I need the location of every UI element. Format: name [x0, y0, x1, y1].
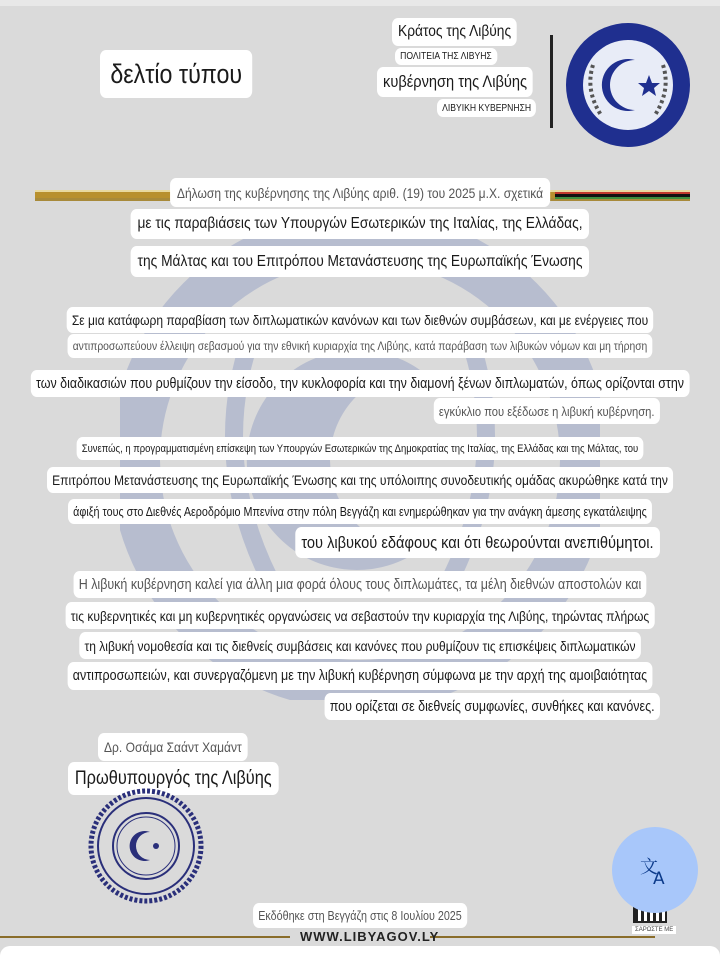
footer-line: [0, 936, 290, 938]
official-seal-icon: [88, 788, 204, 904]
government-name: κυβέρνηση της Λιβύης: [377, 67, 533, 97]
signatory-title: Πρωθυπουργός της Λιβύης: [68, 762, 279, 795]
paragraph-line: τη λιβυκή νομοθεσία και τις διεθνείς συμβάσεις και κανόνες που ρυθμίζουν τις επισκέψεις διπλωματικών: [79, 632, 640, 659]
qr-label: ΣΑΡΩΣΤΕ ΜΕ: [632, 926, 676, 934]
bottom-sheet: [0, 946, 720, 966]
paragraph-line: Σε μια κατάφωρη παραβίαση των διπλωματικών κανόνων και των διεθνών συμβάσεων, και με ενέργειες που: [67, 307, 654, 333]
government-subtitle: ΛΙΒΥΙΚΗ ΚΥΒΕΡΝΗΣΗ: [437, 99, 536, 117]
top-edge: [0, 0, 720, 6]
paragraph-line: Η λιβυκή κυβέρνηση καλεί για άλλη μια φορά όλους τους διπλωμάτες, τα μέλη διεθνών αποστολών και: [74, 571, 647, 598]
svg-text:文: 文: [640, 857, 658, 878]
statement-heading-line: της Μάλτας και του Επιτρόπου Μετανάστευσης της Ευρωπαϊκής Ένωσης: [131, 246, 590, 277]
paragraph-line: αντιπροσωπειών, και συνεργαζόμενη με την λιβυκή κυβέρνηση σύμφωνα με την αρχή της αμοιβαιότητας: [68, 662, 653, 690]
paragraph-line: Επιτρόπου Μετανάστευσης της Ευρωπαϊκής Ένωσης και της υπόλοιπης συνοδευτικής ομάδας ακυρώθηκε κατά την: [47, 467, 673, 493]
paragraph-line: του λιβυκού εδάφους και ότι θεωρούνται ανεπιθύμητοι.: [296, 527, 660, 558]
paragraph-line: τις κυβερνητικές και μη κυβερνητικές οργανώσεις να σεβαστούν την κυριαρχία της Λιβύης, τηρώντας πλήρως: [66, 602, 655, 629]
issued-date: Εκδόθηκε στη Βεγγάζη στις 8 Ιουλίου 2025: [253, 903, 467, 928]
header-divider: [550, 35, 553, 128]
paragraph-line: αντιπροσωπεύουν έλλειψη σεβασμού για την εθνική κυριαρχία της Λιβύης, κατά παράβαση των λιβυκών νόμων και μη τήρηση: [68, 334, 653, 358]
statement-heading-line: με τις παραβιάσεις των Υπουργών Εσωτερικών της Ιταλίας, της Ελλάδας,: [131, 209, 590, 239]
footer-line: [430, 936, 655, 938]
translate-button[interactable]: [612, 827, 698, 913]
statement-heading-line: Δήλωση της κυβέρνησης της Λιβύης αριθ. (19) του 2025 μ.Χ. σχετικά: [170, 178, 550, 207]
state-subtitle: ΠΟΛΙΤΕΙΑ ΤΗΣ ΛΙΒΥΗΣ: [395, 48, 497, 65]
translate-icon: [638, 853, 672, 887]
svg-text:A: A: [653, 869, 665, 887]
paragraph-line: άφιξή τους στο Διεθνές Αεροδρόμιο Μπενίνα στην πόλη Βεγγάζη και ενημερώθηκαν για την ανάγκη άμεσης εγκατάλειψης: [68, 499, 652, 524]
government-logo-icon: [563, 20, 693, 150]
website-link: WWW.LIBYAGOV.LY: [300, 929, 440, 944]
state-name: Κράτος της Λιβύης: [392, 18, 517, 46]
paragraph-line: των διαδικασιών που ρυθμίζουν την είσοδο, την κυκλοφορία και την διαμονή ξένων διπλωματών, όπως ορίζονται στην: [31, 370, 689, 397]
paragraph-line: εγκύκλιο που εξέδωσε η λιβυκή κυβέρνηση.: [434, 398, 660, 424]
page-title: δελτίο τύπου: [100, 50, 252, 98]
paragraph-line: Συνεπώς, η προγραμματισμένη επίσκεψη των Υπουργών Εσωτερικών της Δημοκρατίας της Ιταλίας, της Ελλάδας και της Μάλτας, του: [77, 437, 644, 460]
paragraph-line: που ορίζεται σε διεθνείς συμφωνίες, συνθήκες και κανόνες.: [325, 693, 660, 720]
signatory-name: Δρ. Οσάμα Σαάντ Χαμάντ: [98, 733, 248, 761]
